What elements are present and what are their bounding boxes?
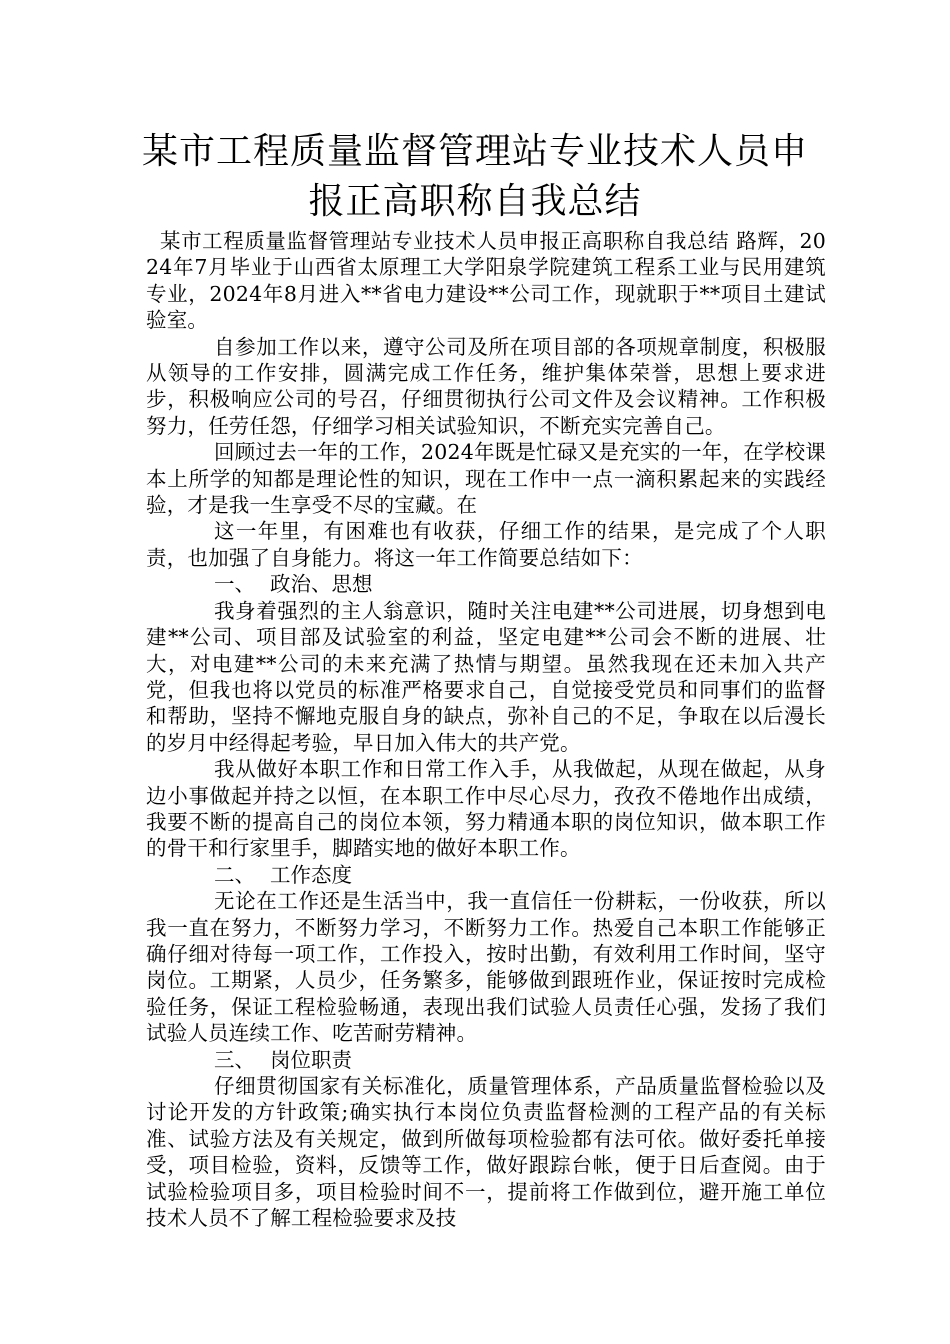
section-number: 一、 [214,572,255,597]
section-number: 二、 [214,862,255,887]
body-paragraph: 无论在工作还是生活当中，我一直信任一份耕耘，一份收获，所以我一直在努力，不断努力学习，不断努力工作。热爱自己本职工作能够正确仔细对待每一项工作，工作投入，按时出勤，有效利用工作时间，坚守岗位。工期紧，人员少，任务繁多，能够做到跟班作业，保证按时完成检验任务，保证工程检验畅通，表现出我们试验人员责任心强，发扬了我们试验人员连续工作、吃苦耐劳精神。 [146,889,826,1046]
intro-paragraph: 某市工程质量监督管理站专业技术人员申报正高职称自我总结 路辉，2024年7月毕业于山西省太原理工大学阳泉学院建筑工程系工业与民用建筑专业，2024年8月进入**省电力建设**公司工作，现就职于**项目土建试验室。 [146,229,826,333]
document-body [146,228,826,1231]
document-title-line-2: 报正高职称自我总结 [308,181,642,222]
body-paragraph: 我身着强烈的主人翁意识，随时关注电建**公司进展，切身想到电建**公司、项目部及试验室的利益，坚定电建**公司会不断的进展、壮大，对电建**公司的未来充满了热情与期望。虽然我现在还未加入共产党，但我也将以党员的标准严格要求自己，自觉接受党员和同事们的监督和帮助，坚持不懈地克服自身的缺点，弥补自己的不足，争取在以后漫长的岁月中经得起考验，早日加入伟大的共产党。 [146,598,826,755]
document-title-line-1: 某市工程质量监督管理站专业技术人员申 [141,131,808,172]
body-paragraph: 自参加工作以来，遵守公司及所在项目部的各项规章制度，积极服从领导的工作安排，圆满完成工作任务，维护集体荣誉，思想上要求进步，积极响应公司的号召，仔细贯彻执行公司文件及会议精神。工作积极努力，任劳任怨，仔细学习相关试验知识，不断充实完善自己。 [146,334,826,438]
body-paragraph: 回顾过去一年的工作，2024年既是忙碌又是充实的一年，在学校课本上所学的知都是理论性的知识，现在工作中一点一滴积累起来的实践经验，才是我一生享受不尽的宝藏。在 [146,440,826,518]
section-heading-text: 岗位职责 [270,1047,352,1072]
section-heading-duties [146,1047,826,1073]
section-number: 三、 [214,1047,255,1072]
section-heading-politics [146,571,826,597]
section-heading-text: 工作态度 [270,862,352,887]
body-paragraph: 我从做好本职工作和日常工作入手，从我做起，从现在做起，从身边小事做起并持之以恒，在本职工作中尽心尽力，孜孜不倦地作出成绩，我要不断的提高自己的岗位本领，努力精通本职的岗位知识，做本职工作的骨干和行家里手，脚踏实地的做好本职工作。 [146,757,826,861]
section-heading-attitude [146,862,826,888]
body-paragraph: 这一年里，有困难也有收获，仔细工作的结果，是完成了个人职责，也加强了自身能力。将这一年工作简要总结如下： [146,519,826,570]
body-paragraph: 仔细贯彻国家有关标准化，质量管理体系，产品质量监督检验以及讨论开发的方针政策;确实执行本岗位负责监督检测的工程产品的有关标准、试验方法及有关规定，做到所做每项检验都有法可依。做好委托单接受，项目检验，资料，反馈等工作，做好跟踪台帐，便于日后查阅。由于试验检验项目多，项目检验时间不一，提前将工作做到位，避开施工单位技术人员不了解工程检验要求及技 [146,1074,826,1231]
section-heading-text: 政治、思想 [270,572,373,597]
